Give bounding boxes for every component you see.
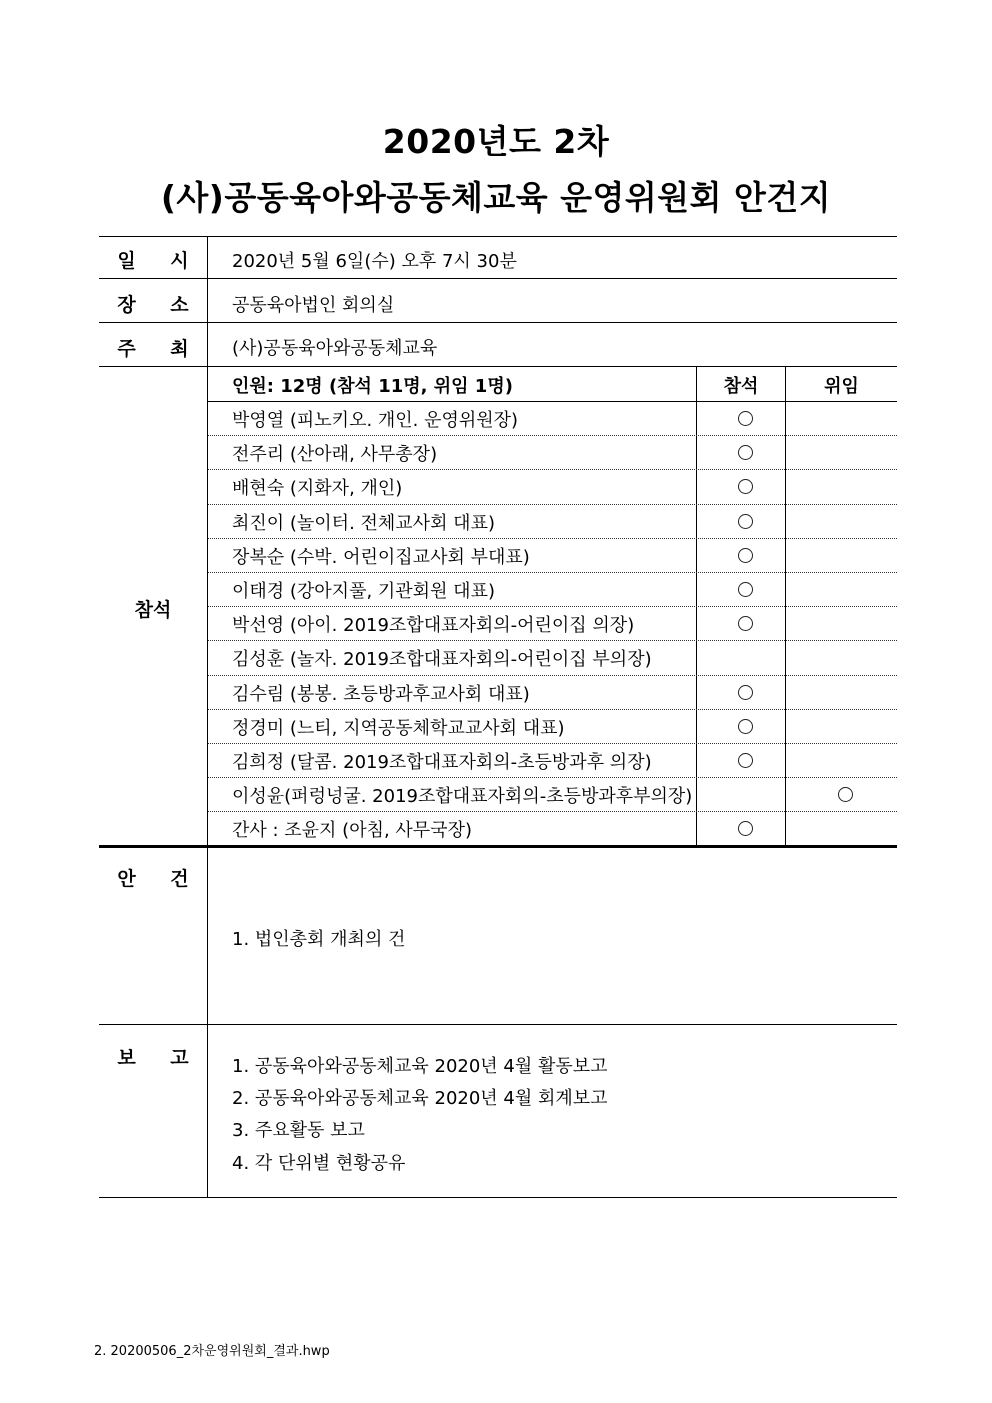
attend-mark-icon — [738, 821, 753, 836]
member-row-divider — [208, 435, 897, 436]
member-row-divider — [208, 606, 897, 607]
row-divider — [99, 322, 897, 323]
attend-mark-icon — [738, 479, 753, 494]
col-attend-header: 참석 — [723, 376, 759, 397]
attend-mark-icon — [738, 514, 753, 529]
member-name: 정경미 (느티, 지역공동체학교교사회 대표) — [232, 717, 565, 739]
member-row-divider — [208, 538, 897, 539]
table-bottom-border — [99, 1197, 897, 1198]
table-top-border — [99, 236, 897, 237]
member-row-divider — [208, 572, 897, 573]
member-name: 김성훈 (놀자. 2019조합대표자회의-어린이집 부의장) — [232, 649, 652, 671]
attendance-summary: 인원: 12명 (참석 11명, 위임 1명) — [232, 376, 513, 397]
attendance-label: 참석 — [134, 599, 172, 621]
member-row-divider — [208, 709, 897, 710]
member-row-divider — [208, 777, 897, 778]
member-name: 박선영 (아이. 2019조합대표자회의-어린이집 의장) — [232, 615, 635, 637]
title-line2: (사)공동육아와공동체교육 운영위원회 안건지 — [160, 178, 832, 217]
member-name: 김희정 (달콤. 2019조합대표자회의-초등방과후 의장) — [232, 752, 652, 773]
place-label: 장 소 — [117, 294, 203, 316]
member-name: 박영열 (피노키오. 개인. 운영위원장) — [232, 410, 519, 431]
report-item: 2. 공동육아와공동체교육 2020년 4월 회계보고 — [232, 1088, 608, 1109]
place-value: 공동육아법인 회의실 — [232, 295, 395, 316]
report-item: 4. 각 단위별 현황공유 — [232, 1153, 406, 1174]
host-value: (사)공동육아와공동체교육 — [232, 338, 438, 359]
date-label: 일 시 — [117, 250, 203, 272]
title-line1: 2020년도 2차 — [382, 122, 610, 161]
member-row-divider — [208, 504, 897, 505]
attend-mark-icon — [738, 685, 753, 700]
attend-mark-icon — [738, 411, 753, 426]
agenda-item: 1. 법인총회 개최의 건 — [232, 929, 406, 950]
attend-mark-icon — [738, 582, 753, 597]
member-name: 이태경 (강아지풀, 기관회원 대표) — [232, 581, 495, 602]
report-item: 1. 공동육아와공동체교육 2020년 4월 활동보고 — [232, 1056, 608, 1077]
member-row-divider — [208, 640, 897, 641]
attend-mark-icon — [738, 616, 753, 631]
row-divider — [99, 1024, 897, 1025]
member-name: 간사 : 조윤지 (아침, 사무국장) — [232, 820, 472, 842]
attend-mark-icon — [738, 753, 753, 768]
member-name: 이성윤(퍼렁넝굴. 2019조합대표자회의-초등방과후부의장) — [232, 786, 693, 808]
report-label: 보 고 — [117, 1047, 203, 1069]
member-name: 김수림 (봉봉. 초등방과후교사회 대표) — [232, 683, 530, 705]
host-label: 주 최 — [117, 338, 203, 360]
agenda-label: 안 건 — [117, 868, 203, 890]
member-row-divider — [208, 743, 897, 744]
member-row-divider — [208, 675, 897, 676]
row-divider — [99, 278, 897, 279]
attend-mark-icon — [738, 719, 753, 734]
member-header-divider — [208, 401, 897, 402]
attend-mark-icon — [738, 445, 753, 460]
member-row-divider — [208, 811, 897, 812]
member-row-divider — [208, 469, 897, 470]
attend-mark-icon — [738, 548, 753, 563]
label-column-divider — [207, 236, 208, 1198]
date-value: 2020년 5월 6일(수) 오후 7시 30분 — [232, 251, 517, 272]
attendance-bottom-border — [99, 845, 897, 848]
member-name: 장복순 (수박. 어린이집교사회 부대표) — [232, 546, 530, 568]
proxy-mark-icon — [838, 787, 853, 802]
row-divider — [99, 366, 897, 367]
file-name-footer: 2. 20200506_2차운영위원회_결과.hwp — [94, 1344, 330, 1359]
member-name: 배현숙 (지화자, 개인) — [232, 478, 403, 500]
member-name: 최진이 (놀이터. 전체교사회 대표) — [232, 512, 495, 534]
report-item: 3. 주요활동 보고 — [232, 1120, 365, 1141]
col-proxy-header: 위임 — [824, 376, 859, 397]
member-name: 전주리 (산아래, 사무총장) — [232, 444, 438, 466]
